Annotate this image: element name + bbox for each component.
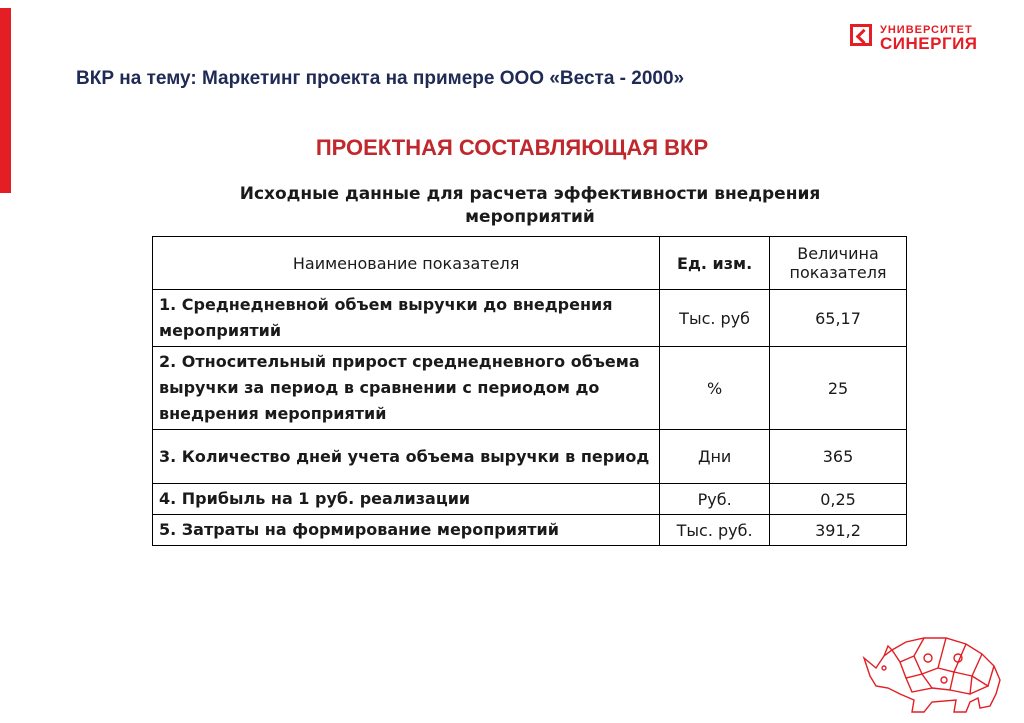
table-row (153, 430, 907, 484)
row-name: 2. Относительный прирост среднедневного объема выручки за период в сравнении с периодом до внедрения мероприятий (153, 347, 660, 430)
logo-text-bottom: СИНЕРГИЯ (880, 34, 978, 53)
row-value: 0,25 (770, 484, 907, 515)
row-unit: Руб. (660, 484, 770, 515)
row-value: 65,17 (770, 290, 907, 347)
table-caption (150, 183, 910, 229)
table-row (153, 515, 907, 546)
row-unit: Дни (660, 430, 770, 484)
row-unit: Тыс. руб (660, 290, 770, 347)
row-unit: Тыс. руб. (660, 515, 770, 546)
row-name: 3. Количество дней учета объема выручки в период (153, 430, 660, 484)
university-logo (850, 24, 1000, 64)
row-name: 1. Среднедневной объем выручки до внедрения мероприятий (153, 290, 660, 347)
table-row (153, 484, 907, 515)
table-caption-line-1: Исходные данные для расчета эффективности внедрения (239, 184, 821, 204)
row-value: 391,2 (770, 515, 907, 546)
table-row (153, 347, 907, 430)
table-caption-line-2: мероприятий (465, 207, 595, 227)
row-name: 5. Затраты на формирование мероприятий (153, 515, 660, 546)
row-value: 365 (770, 430, 907, 484)
header-value-line-2: показателя (789, 263, 887, 282)
table-row (153, 290, 907, 347)
indicators-table (152, 236, 907, 546)
logo-text-top: УНИВЕРСИТЕТ (880, 24, 973, 36)
table-header-row (153, 237, 907, 290)
header-name: Наименование показателя (153, 237, 660, 290)
rhino-icon (862, 628, 1012, 716)
header-unit: Ед. изм. (660, 237, 770, 290)
left-accent-bar (0, 8, 11, 193)
row-unit: % (660, 347, 770, 430)
row-name: 4. Прибыль на 1 руб. реализации (153, 484, 660, 515)
row-value: 25 (770, 347, 907, 430)
logo-mark-icon (850, 24, 872, 46)
header-value-line-1: Величина (797, 244, 879, 263)
header-value (770, 237, 907, 290)
section-title: ПРОЕКТНАЯ СОСТАВЛЯЮЩАЯ ВКР (315, 135, 709, 160)
slide-title: ВКР на тему: Маркетинг проекта на примере ООО «Веста - 2000» (76, 68, 685, 89)
